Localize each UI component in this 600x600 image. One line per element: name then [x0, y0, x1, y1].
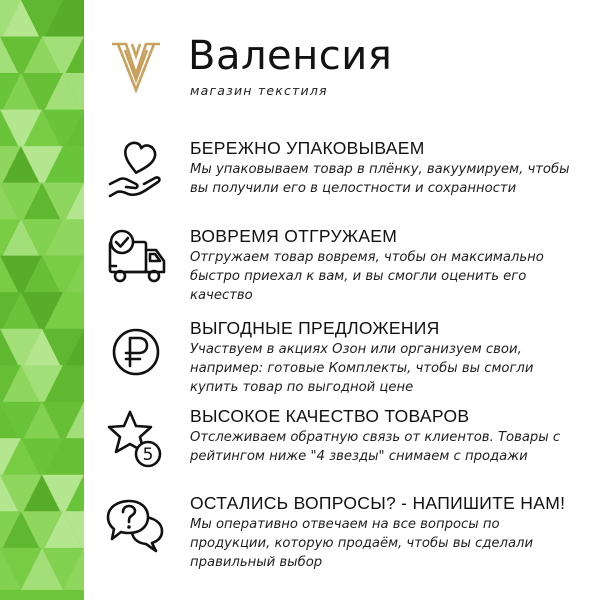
star-rating-icon — [104, 408, 168, 472]
feature-high-quality — [104, 406, 584, 496]
brand-logo — [108, 38, 164, 94]
brand-tagline: магазин текстиля — [190, 83, 328, 98]
decorative-green-strip — [0, 0, 84, 600]
star-rating-badge: 5 — [142, 445, 154, 465]
delivery-truck-icon — [104, 228, 168, 292]
feature-title: БЕРЕЖНО УПАКОВЫВАЕМ — [190, 138, 425, 158]
brand-name: Валенсия — [188, 33, 393, 79]
feature-title: ВОВРЕМЯ ОТГРУЖАЕМ — [190, 226, 398, 246]
feature-text: Отслеживаем обратную связь от клиентов. Товары с рейтингом ниже "4 звезды" снимаем с продажи — [190, 430, 561, 464]
feature-title: ВЫГОДНЫЕ ПРЕДЛОЖЕНИЯ — [190, 318, 440, 338]
feature-text: Мы оперативно отвечаем на все вопросы по продукции, которую продаём, чтобы вы сделали правильный выбор — [190, 517, 534, 570]
feature-good-offers — [104, 318, 584, 408]
question-chat-icon — [104, 495, 168, 559]
triangle-pattern — [0, 0, 84, 600]
feature-title: ОСТАЛИСЬ ВОПРОСЫ? - НАПИШИТЕ НАМ! — [190, 493, 566, 513]
feature-text: Участвуем в акциях Озон или организуем свои, например: готовые Комплекты, чтобы вы смогли купить товар по выгодной цене — [190, 342, 534, 395]
feature-title: ВЫСОКОЕ КАЧЕСТВО ТОВАРОВ — [190, 406, 470, 426]
heart-hand-icon — [104, 140, 168, 204]
ruble-coin-icon — [104, 320, 168, 384]
feature-on-time-shipping — [104, 226, 584, 316]
feature-questions-contact — [104, 493, 584, 583]
feature-text: Отгружаем товар вовремя, чтобы он максимально быстро приехал к вам, и вы смогли оценить его качество — [190, 250, 544, 303]
v-logo-icon — [108, 38, 164, 94]
feature-careful-packing — [104, 138, 584, 228]
feature-text: Мы упаковываем товар в плёнку, вакуумируем, чтобы вы получили его в целостности и сохранности — [190, 162, 570, 196]
